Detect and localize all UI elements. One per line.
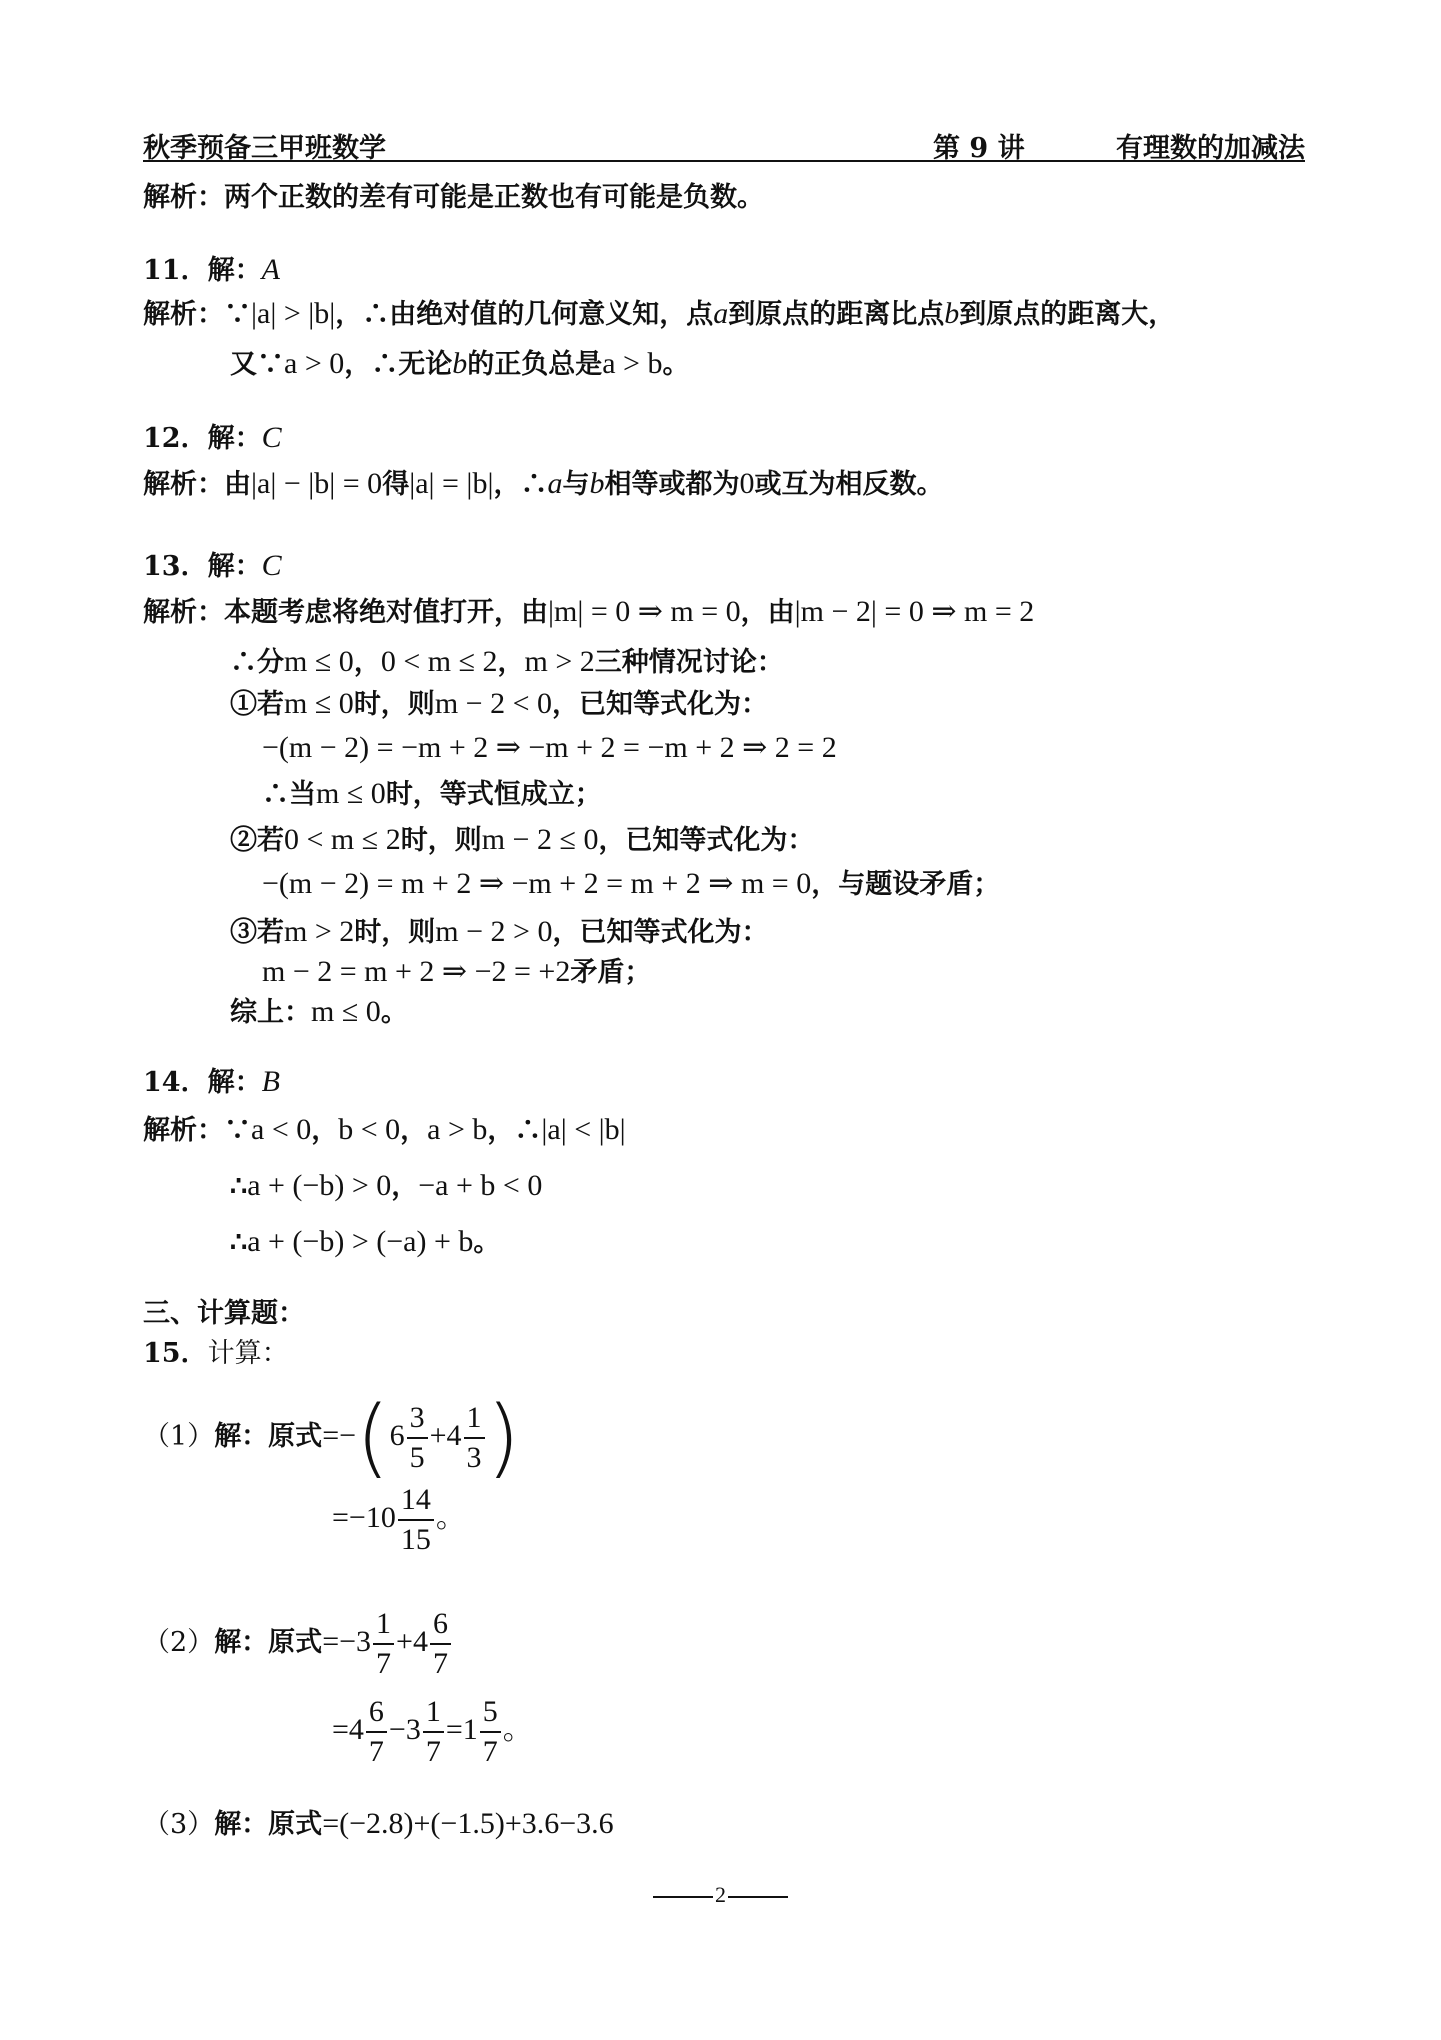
header-course-title: 秋季预备三甲班数学	[143, 133, 386, 164]
p2-minus: −	[388, 1713, 406, 1746]
q14-label: 14．解：	[143, 1067, 262, 1098]
q10-analysis: 解析：两个正数的差有可能是正数也有可能是负数。	[143, 182, 764, 213]
q13-line10	[230, 994, 408, 1031]
q15-title	[143, 1336, 289, 1372]
p1-eq: =	[332, 1501, 349, 1534]
q11-text: 又∵	[230, 349, 284, 380]
p1-whole: −10	[348, 1501, 396, 1534]
q13-line6	[230, 822, 814, 859]
p3-line1	[143, 1806, 614, 1843]
q11-text: ，∴无论	[344, 349, 453, 380]
q15-desc: 计算：	[207, 1338, 289, 1369]
q14-line3	[230, 1224, 500, 1261]
p2-fraction	[430, 1605, 451, 1683]
q13-math: −(m − 2) = −m + 2 ⇒ −m + 2 = −m + 2 ⇒ 2 = 2	[262, 731, 837, 764]
p2-eq: =	[332, 1713, 349, 1746]
q13-text: ∴分	[230, 647, 284, 678]
q13-line1	[143, 594, 1034, 631]
p2-line2	[332, 1688, 533, 1773]
q13-math: m > 2	[284, 915, 355, 948]
q11-analysis-line2	[230, 346, 689, 383]
q11-answer: A	[261, 253, 280, 286]
numerator: 14	[398, 1481, 434, 1521]
q13-text: 时，则	[353, 689, 435, 720]
p1-plus: +	[429, 1419, 447, 1452]
denominator: 7	[368, 1734, 384, 1768]
q12-text: 或互为相反数。	[754, 469, 944, 500]
q13-math: m ≤ 0	[316, 777, 386, 810]
q13-text: ，已知等式化为：	[598, 825, 815, 856]
q13-math: m ≤ 0	[311, 995, 381, 1028]
q14-line1	[143, 1112, 626, 1149]
left-paren: (	[356, 1387, 390, 1488]
q13-math: m ≤ 0	[284, 645, 354, 678]
numerator: 6	[366, 1693, 387, 1733]
p2-eq: =	[322, 1625, 340, 1658]
q11-var: a	[713, 297, 729, 330]
p1-whole: 4	[446, 1419, 462, 1452]
p1-line1	[143, 1388, 520, 1486]
q13-text: ③若	[230, 917, 284, 948]
p1-line2	[332, 1476, 466, 1561]
denominator: 5	[409, 1440, 425, 1474]
q13-text: ，	[353, 647, 381, 678]
q11-math: a > b	[602, 347, 663, 380]
q11-text: ，∴由绝对值的几何意义知，点	[335, 299, 714, 330]
p2-fraction	[423, 1693, 444, 1771]
q14-line2	[230, 1168, 542, 1205]
q13-math: m − 2 > 0	[435, 915, 553, 948]
q13-answer: C	[261, 549, 282, 582]
footer-dash-right	[728, 1896, 788, 1898]
p2-line1	[143, 1600, 453, 1685]
q13-line9	[262, 954, 651, 991]
q11-text: 解析：∵	[143, 299, 251, 330]
page-number: 2	[715, 1882, 726, 1907]
denominator: 3	[466, 1440, 482, 1474]
p1-eq: =	[322, 1419, 340, 1452]
q13-text: 综上：	[230, 997, 311, 1028]
q13-text: ①若	[230, 689, 284, 720]
q14-text: 。	[473, 1227, 501, 1258]
q12-text: 得	[382, 469, 410, 500]
q12-analysis	[143, 466, 943, 503]
q13-text: 时，则	[354, 917, 436, 948]
q11-analysis-line1	[143, 296, 1175, 333]
q13-text: ②若	[230, 825, 284, 856]
q13-text: ∴当	[262, 779, 316, 810]
p1-jie: 解：原式	[214, 1421, 323, 1452]
q14-math: b < 0	[338, 1113, 401, 1146]
q12-math: |a| − |b| = 0	[251, 467, 383, 500]
header-lecture-title: 有理数的加减法	[1116, 133, 1305, 164]
q13-text: ，	[497, 647, 525, 678]
q13-title	[143, 548, 282, 585]
q13-line8	[230, 914, 768, 951]
q11-math: a > 0	[284, 347, 345, 380]
p1-neg: −	[339, 1419, 357, 1452]
p1-whole: 6	[389, 1419, 405, 1452]
denominator: 7	[482, 1734, 498, 1768]
q12-text: 解析：由	[143, 469, 251, 500]
q12-title	[143, 420, 282, 457]
q11-text: 到原点的距离大，	[959, 299, 1176, 330]
p1-result-fraction	[398, 1481, 434, 1559]
p2-jie: 解：原式	[214, 1627, 323, 1658]
q13-text: 解析：本题考虑将绝对值打开，由	[143, 597, 548, 628]
numerator: 6	[430, 1605, 451, 1645]
q14-answer: B	[261, 1065, 280, 1098]
q13-text: 。	[380, 997, 408, 1028]
p2-whole: −3	[339, 1625, 372, 1658]
section3-title: 三、计算题：	[143, 1298, 305, 1329]
q11-var: b	[944, 297, 960, 330]
p3-expression: =(−2.8)+(−1.5)+3.6−3.6	[322, 1807, 614, 1840]
q14-math: a + (−b) > (−a) + b	[247, 1225, 474, 1258]
q11-var: b	[452, 347, 468, 380]
q11-label: 11．解：	[143, 255, 262, 286]
p2-whole: 4	[348, 1713, 364, 1746]
q12-text: ，∴	[493, 469, 548, 500]
q13-text: ，由	[740, 597, 795, 628]
q14-math: −a + b < 0	[418, 1169, 543, 1202]
p2-plus: +	[396, 1625, 413, 1658]
q12-var: a	[547, 467, 563, 500]
q12-text: 相等或都为	[604, 469, 740, 500]
p2-fraction	[373, 1605, 394, 1683]
q13-math: m − 2 < 0	[434, 687, 552, 720]
p3-label: （3）	[143, 1809, 215, 1840]
q14-math: a > b	[427, 1113, 488, 1146]
q13-text: ，已知等式化为：	[552, 689, 768, 720]
denominator: 15	[400, 1522, 431, 1556]
q12-text: 与	[562, 469, 590, 500]
q13-math: m > 2	[524, 645, 595, 678]
denominator: 7	[432, 1646, 448, 1680]
q13-label: 13．解：	[143, 551, 262, 582]
q12-math: 0	[739, 467, 755, 500]
p2-whole: 1	[462, 1713, 478, 1746]
q13-text: 时，等式恒成立；	[385, 779, 602, 810]
q11-text: 。	[662, 349, 690, 380]
q12-math: |a| = |b|	[409, 467, 494, 500]
q12-answer: C	[261, 421, 282, 454]
p2-whole: 3	[405, 1713, 421, 1746]
q14-math: a + (−b) > 0	[247, 1169, 392, 1202]
q13-line7	[262, 866, 1000, 903]
q14-text: ，	[391, 1171, 419, 1202]
q14-text: ，	[311, 1115, 339, 1146]
q12-var: b	[589, 467, 605, 500]
q13-line3	[230, 686, 768, 723]
q14-text: ∴	[230, 1227, 248, 1258]
page-footer	[0, 1882, 1441, 1908]
q13-text: 三种情况讨论：	[594, 647, 784, 678]
numerator: 1	[373, 1605, 394, 1645]
p1-end: 。	[435, 1501, 466, 1534]
denominator: 7	[376, 1646, 392, 1680]
q11-title	[143, 252, 280, 289]
header-lecture-number: 第 9 讲	[933, 133, 1025, 164]
q14-title	[143, 1064, 280, 1101]
q13-line2	[230, 644, 784, 681]
q15-label: 15．	[143, 1338, 208, 1369]
q14-math: |a| < |b|	[541, 1113, 626, 1146]
q13-math: m ≤ 0	[284, 687, 354, 720]
q13-text: ，已知等式化为：	[552, 917, 769, 948]
p2-end: 。	[502, 1713, 533, 1746]
numerator: 1	[464, 1399, 485, 1439]
q11-text: 的正负总是	[467, 349, 603, 380]
page-header	[143, 120, 1305, 162]
q13-math: −(m − 2) = m + 2 ⇒ −m + 2 = m + 2 ⇒ m = 0	[262, 867, 812, 900]
q14-text: ，	[400, 1115, 428, 1146]
denominator: 7	[425, 1734, 441, 1768]
q13-math: 0 < m ≤ 2	[380, 645, 498, 678]
q13-math: m − 2 ≤ 0	[481, 823, 599, 856]
q14-text: ∴	[230, 1171, 248, 1202]
q13-math: |m − 2| = 0 ⇒ m = 2	[794, 595, 1035, 628]
q13-text: ，与题设矛盾；	[811, 869, 1001, 900]
q13-text: 时，则	[400, 825, 482, 856]
q13-line4	[262, 730, 837, 767]
p1-fraction	[464, 1399, 485, 1477]
q13-text: 矛盾；	[570, 957, 652, 988]
q11-text: 到原点的距离比点	[728, 299, 945, 330]
p1-label: （1）	[143, 1421, 215, 1452]
p2-label: （2）	[143, 1627, 215, 1658]
q11-math: |a| > |b|	[251, 297, 336, 330]
p3-jie: 解：原式	[214, 1809, 323, 1840]
q13-math: m − 2 = m + 2 ⇒ −2 = +2	[262, 955, 571, 988]
numerator: 1	[423, 1693, 444, 1733]
right-paren: )	[486, 1387, 521, 1488]
p2-fraction	[366, 1693, 387, 1771]
q14-math: a < 0	[251, 1113, 312, 1146]
p2-whole: 4	[412, 1625, 428, 1658]
q13-math: |m| = 0 ⇒ m = 0	[548, 595, 741, 628]
q12-label: 12．解：	[143, 423, 262, 454]
numerator: 5	[480, 1693, 501, 1733]
p2-fraction	[480, 1693, 501, 1771]
q14-text: 解析：∵	[143, 1115, 251, 1146]
p2-eq: =	[445, 1713, 463, 1746]
footer-dash-left	[653, 1896, 713, 1898]
q13-line5	[262, 776, 602, 813]
q13-math: 0 < m ≤ 2	[284, 823, 401, 856]
q14-text: ，∴	[487, 1115, 542, 1146]
numerator: 3	[407, 1399, 428, 1439]
p1-fraction	[407, 1399, 428, 1477]
